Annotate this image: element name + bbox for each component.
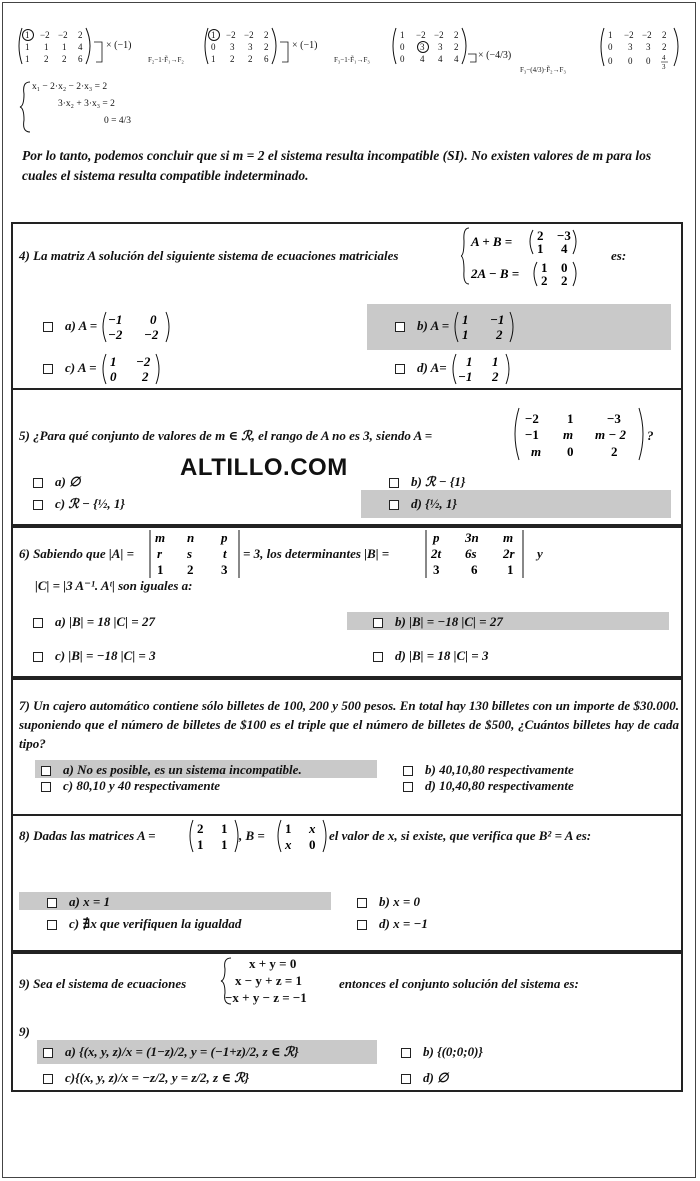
svg-text:1: 1 bbox=[541, 260, 548, 275]
checkbox-icon[interactable] bbox=[373, 652, 383, 662]
q8-option-c[interactable] bbox=[47, 916, 241, 932]
q5-option-d[interactable] bbox=[389, 496, 457, 512]
q4-option-a[interactable] bbox=[43, 310, 180, 344]
q9-option-a[interactable] bbox=[43, 1044, 299, 1060]
svg-text:1: 1 bbox=[211, 30, 216, 40]
svg-text:2: 2 bbox=[541, 273, 548, 288]
q4-option-d-label: d) A= bbox=[417, 359, 447, 375]
svg-text:−2: −2 bbox=[40, 30, 50, 40]
checkbox-icon[interactable] bbox=[43, 322, 53, 332]
step1-op: F₂−1·F̃₁→F₂ bbox=[148, 56, 184, 64]
checkbox-icon[interactable] bbox=[33, 500, 43, 510]
q8-text-c: el valor de x, si existe, que verifica que B² = A es: bbox=[329, 828, 592, 843]
q5-suffix: ? bbox=[647, 428, 654, 443]
step1-factor: × (−1) bbox=[106, 40, 132, 51]
svg-text:−2: −2 bbox=[525, 411, 539, 426]
svg-text:2: 2 bbox=[187, 562, 194, 577]
q4-option-c-label: c) A = bbox=[65, 359, 97, 375]
step3-factor: × (−4/3) bbox=[478, 50, 512, 61]
q6-option-c[interactable] bbox=[33, 648, 156, 664]
svg-text:2: 2 bbox=[264, 42, 269, 52]
svg-text:1: 1 bbox=[285, 821, 292, 836]
reduced-system bbox=[18, 80, 198, 136]
svg-text:6: 6 bbox=[471, 562, 478, 577]
svg-text:1: 1 bbox=[608, 30, 613, 40]
q9-option-c[interactable] bbox=[43, 1070, 249, 1086]
q6-text-d: |C| = |3 A⁻¹. Aᵗ| son iguales a: bbox=[35, 578, 193, 593]
checkbox-icon[interactable] bbox=[403, 766, 413, 776]
q6-option-d[interactable] bbox=[373, 648, 488, 664]
checkbox-icon[interactable] bbox=[33, 478, 43, 488]
svg-text:1: 1 bbox=[109, 354, 117, 369]
question-4 bbox=[11, 222, 683, 390]
q6-option-d-label: d) |B| = 18 |C| = 3 bbox=[395, 648, 489, 663]
svg-text:4: 4 bbox=[420, 54, 425, 64]
step2-op: F₃−1·F̃₁→F₃ bbox=[334, 56, 370, 64]
svg-text:4: 4 bbox=[662, 54, 666, 62]
svg-text:2: 2 bbox=[454, 30, 459, 40]
checkbox-icon[interactable] bbox=[357, 920, 367, 930]
svg-text:2: 2 bbox=[264, 30, 269, 40]
svg-text:3: 3 bbox=[248, 42, 253, 52]
svg-text:1: 1 bbox=[221, 837, 228, 852]
q9-eq-1: x + y = 0 bbox=[249, 956, 297, 971]
q4-system bbox=[461, 226, 611, 288]
q9-option-d-label: d) ∅ bbox=[423, 1070, 449, 1085]
q8-option-b-label: b) x = 0 bbox=[379, 894, 420, 909]
svg-text:2: 2 bbox=[561, 273, 568, 288]
svg-text:0: 0 bbox=[567, 444, 574, 459]
header-reduction bbox=[14, 26, 694, 82]
checkbox-icon[interactable] bbox=[43, 1048, 53, 1058]
svg-text:2: 2 bbox=[62, 54, 67, 64]
q5-option-c-label: c) ℛ − {½, 1} bbox=[55, 496, 125, 511]
svg-text:m − 2: m − 2 bbox=[595, 427, 626, 442]
svg-text:3: 3 bbox=[662, 63, 666, 71]
q7-option-b[interactable] bbox=[403, 762, 574, 778]
q5-text: 5) ¿Para qué conjunto de valores de m ∈ ℛ, el rango de A no es 3, siendo A = bbox=[19, 428, 433, 443]
matrix-b bbox=[452, 310, 532, 344]
svg-text:0: 0 bbox=[309, 837, 316, 852]
svg-text:1: 1 bbox=[221, 821, 228, 836]
svg-text:1: 1 bbox=[25, 42, 30, 52]
svg-text:3: 3 bbox=[230, 42, 235, 52]
svg-text:3: 3 bbox=[433, 562, 440, 577]
svg-text:A + B =: A + B = bbox=[471, 234, 513, 249]
q9-option-a-label: a) {(x, y, z)/x = (1−z)/2, y = (−1+z)/2, z ∈ ℛ} bbox=[65, 1044, 299, 1059]
svg-text:−1: −1 bbox=[108, 312, 123, 327]
q9-option-b[interactable] bbox=[401, 1044, 483, 1060]
svg-text:−2: −2 bbox=[244, 30, 254, 40]
svg-text:2: 2 bbox=[491, 369, 499, 384]
q5-option-a-label: a) ∅ bbox=[55, 474, 81, 489]
checkbox-icon[interactable] bbox=[389, 478, 399, 488]
svg-text:0: 0 bbox=[400, 42, 405, 52]
q9-number-repeat: 9) bbox=[19, 1024, 30, 1039]
watermark-logo: ALTILLO.COM bbox=[180, 454, 348, 481]
q6-text-c: y bbox=[537, 546, 543, 561]
q9-option-b-label: b) {(0;0;0)} bbox=[423, 1044, 483, 1059]
svg-text:2: 2 bbox=[141, 369, 149, 384]
svg-text:3: 3 bbox=[628, 42, 633, 52]
svg-text:n: n bbox=[187, 530, 195, 545]
q5-matrix bbox=[511, 406, 651, 464]
q9-text-b: entonces el conjunto solución del sistema es: bbox=[339, 976, 579, 991]
svg-text:1: 1 bbox=[507, 562, 514, 577]
q7-option-a[interactable] bbox=[41, 762, 302, 778]
svg-text:p: p bbox=[221, 530, 228, 545]
svg-text:0: 0 bbox=[628, 56, 633, 66]
svg-text:s: s bbox=[187, 546, 193, 561]
svg-text:4: 4 bbox=[78, 42, 83, 52]
svg-text:−2: −2 bbox=[144, 327, 159, 342]
q8-matrix-a bbox=[187, 818, 247, 854]
checkbox-icon[interactable] bbox=[389, 500, 399, 510]
svg-text:2: 2 bbox=[197, 821, 204, 836]
svg-text:3: 3 bbox=[438, 42, 443, 52]
svg-text:m: m bbox=[531, 444, 542, 459]
q6-text-b: = 3, los determinantes |B| = bbox=[243, 546, 390, 561]
q4-option-b[interactable] bbox=[395, 310, 532, 344]
q8-text-b: , B = bbox=[239, 828, 265, 843]
checkbox-icon[interactable] bbox=[43, 1074, 53, 1084]
q7-option-b-label: b) 40,10,80 respectivamente bbox=[425, 762, 574, 777]
svg-text:1: 1 bbox=[25, 30, 30, 40]
svg-text:6: 6 bbox=[264, 54, 269, 64]
svg-text:1: 1 bbox=[465, 354, 473, 369]
q9-text-a: 9) Sea el sistema de ecuaciones bbox=[19, 976, 187, 991]
svg-text:0: 0 bbox=[646, 56, 651, 66]
q6-option-a[interactable] bbox=[33, 614, 155, 630]
svg-text:1: 1 bbox=[62, 42, 67, 52]
svg-text:1: 1 bbox=[567, 411, 574, 426]
svg-text:x: x bbox=[285, 837, 292, 852]
system-eq-3: 0 = 4/3 bbox=[104, 116, 131, 126]
conclusion-text: Por lo tanto, podemos concluir que si m = 2 el sistema resulta incompatible (SI). No existen valores de m para los cuales el sistema resulta compatible indeterminado. bbox=[22, 148, 652, 183]
checkbox-icon[interactable] bbox=[47, 898, 57, 908]
checkbox-icon[interactable] bbox=[33, 618, 43, 628]
q8-matrix-b bbox=[275, 818, 335, 854]
svg-text:0: 0 bbox=[109, 369, 117, 384]
q6-text-a: 6) Sabiendo que |A| = bbox=[19, 546, 134, 561]
svg-text:1: 1 bbox=[462, 327, 469, 342]
svg-text:−2: −2 bbox=[226, 30, 236, 40]
q8-option-c-label: c) ∄x que verifiquen la igualdad bbox=[69, 916, 242, 931]
question-6 bbox=[11, 526, 683, 678]
step2-factor: × (−1) bbox=[292, 40, 318, 51]
svg-text:m: m bbox=[155, 530, 166, 545]
q9-eq-2: x − y + z = 1 bbox=[235, 973, 302, 988]
q5-option-d-label: d) {½, 1} bbox=[411, 496, 457, 511]
q5-option-b-label: b) ℛ − {1} bbox=[411, 474, 466, 489]
svg-text:−2: −2 bbox=[624, 30, 634, 40]
q9-option-c-label: c){(x, y, z)/x = −z/2, y = z/2, z ∈ ℛ} bbox=[65, 1070, 250, 1085]
svg-text:3: 3 bbox=[646, 42, 651, 52]
svg-text:t: t bbox=[223, 546, 227, 561]
svg-text:−2: −2 bbox=[58, 30, 68, 40]
matrix-d bbox=[450, 352, 530, 386]
question-7 bbox=[11, 678, 683, 816]
svg-text:1: 1 bbox=[211, 54, 216, 64]
q7-option-c-label: c) 80,10 y 40 respectivamente bbox=[63, 778, 221, 793]
svg-text:3: 3 bbox=[221, 562, 228, 577]
system-eq-2: 3·x₂ + 3·x₃ = 2 bbox=[58, 99, 115, 109]
q7-option-a-label: a) No es posible, es un sistema incompatible. bbox=[63, 762, 302, 777]
q4-option-c[interactable] bbox=[43, 352, 180, 386]
svg-text:0: 0 bbox=[608, 42, 613, 52]
checkbox-icon[interactable] bbox=[395, 364, 405, 374]
svg-text:2: 2 bbox=[248, 54, 253, 64]
system-eq-1: x₁ − 2·x₂ − 2·x₃ = 2 bbox=[32, 82, 108, 92]
svg-text:0: 0 bbox=[400, 54, 405, 64]
q4-option-d[interactable] bbox=[395, 352, 530, 386]
checkbox-icon[interactable] bbox=[401, 1048, 411, 1058]
checkbox-icon[interactable] bbox=[403, 782, 413, 792]
svg-text:p: p bbox=[433, 530, 440, 545]
q5-option-a[interactable] bbox=[33, 474, 80, 490]
svg-text:3n: 3n bbox=[465, 530, 479, 545]
question-9 bbox=[11, 952, 683, 1092]
q5-option-b[interactable] bbox=[389, 474, 465, 490]
svg-text:r: r bbox=[157, 546, 163, 561]
svg-text:2: 2 bbox=[454, 42, 459, 52]
svg-text:2: 2 bbox=[230, 54, 235, 64]
svg-text:2: 2 bbox=[496, 327, 503, 342]
svg-text:−3: −3 bbox=[557, 228, 571, 243]
svg-text:m: m bbox=[563, 427, 574, 442]
svg-text:x: x bbox=[309, 821, 316, 836]
checkbox-icon[interactable] bbox=[357, 898, 367, 908]
svg-text:4: 4 bbox=[438, 54, 443, 64]
svg-text:m: m bbox=[503, 530, 514, 545]
svg-text:6s: 6s bbox=[465, 546, 477, 561]
q7-text: 7) Un cajero automático contiene sólo billetes de 100, 200 y 500 pesos. En total hay 130 billetes con un importe de $30.000. suponiendo que el número de billetes de $100 es el triple que el número de billetes de $500, ¿Cuántos billetes hay de cada tipo? bbox=[19, 698, 679, 751]
q8-option-a-label: a) x = 1 bbox=[69, 894, 110, 909]
svg-text:2A − B =: 2A − B = bbox=[471, 266, 520, 281]
matrix-c bbox=[100, 352, 180, 386]
svg-text:2: 2 bbox=[78, 30, 83, 40]
svg-text:−3: −3 bbox=[607, 411, 621, 426]
q9-option-d[interactable] bbox=[401, 1070, 448, 1086]
q6-det-a bbox=[147, 528, 247, 580]
q4-text: 4) La matriz A solución del siguiente sistema de ecuaciones matriciales bbox=[19, 248, 399, 263]
brace-icon bbox=[18, 80, 32, 134]
svg-text:1: 1 bbox=[157, 562, 164, 577]
q6-option-a-label: a) |B| = 18 |C| = 27 bbox=[55, 614, 155, 629]
svg-text:0: 0 bbox=[608, 56, 613, 66]
q8-option-d-label: d) x = −1 bbox=[379, 916, 428, 931]
svg-text:2: 2 bbox=[662, 42, 667, 52]
svg-text:2r: 2r bbox=[503, 546, 515, 561]
svg-text:2t: 2t bbox=[431, 546, 442, 561]
q8-text-a: 8) Dadas las matrices A = bbox=[19, 828, 156, 843]
svg-text:0: 0 bbox=[150, 312, 157, 327]
q5-option-c[interactable] bbox=[33, 496, 125, 512]
checkbox-icon[interactable] bbox=[47, 920, 57, 930]
svg-text:0: 0 bbox=[211, 42, 216, 52]
checkbox-icon[interactable] bbox=[395, 322, 405, 332]
svg-text:4: 4 bbox=[454, 54, 459, 64]
q7-option-d[interactable] bbox=[403, 778, 574, 794]
svg-text:−2: −2 bbox=[434, 30, 444, 40]
svg-text:2: 2 bbox=[662, 30, 667, 40]
svg-text:1: 1 bbox=[197, 837, 204, 852]
svg-text:6: 6 bbox=[78, 54, 83, 64]
svg-text:2: 2 bbox=[44, 54, 49, 64]
svg-text:−2: −2 bbox=[642, 30, 652, 40]
q4-option-a-label: a) A = bbox=[65, 317, 98, 333]
q6-option-c-label: c) |B| = −18 |C| = 3 bbox=[55, 648, 156, 663]
svg-text:−2: −2 bbox=[108, 327, 123, 342]
q4-option-b-label: b) A = bbox=[417, 317, 450, 333]
svg-text:1: 1 bbox=[400, 30, 405, 40]
checkbox-icon[interactable] bbox=[43, 364, 53, 374]
svg-text:2: 2 bbox=[537, 228, 544, 243]
svg-text:1: 1 bbox=[25, 54, 30, 64]
q8-option-d[interactable] bbox=[357, 916, 428, 932]
q6-option-b[interactable] bbox=[373, 614, 503, 630]
svg-text:1: 1 bbox=[537, 241, 544, 256]
q8-option-a[interactable] bbox=[47, 894, 110, 910]
checkbox-icon[interactable] bbox=[373, 618, 383, 628]
q8-option-b[interactable] bbox=[357, 894, 420, 910]
q7-option-d-label: d) 10,40,80 respectivamente bbox=[425, 778, 574, 793]
checkbox-icon[interactable] bbox=[41, 766, 51, 776]
question-8 bbox=[11, 814, 683, 952]
checkbox-icon[interactable] bbox=[41, 782, 51, 792]
q9-eq-3: −x + y − z = −1 bbox=[225, 990, 307, 1005]
q6-det-b bbox=[423, 528, 529, 580]
q7-option-c[interactable] bbox=[41, 778, 220, 794]
svg-text:4: 4 bbox=[561, 241, 568, 256]
checkbox-icon[interactable] bbox=[401, 1074, 411, 1084]
matrix-a bbox=[100, 310, 180, 344]
q4-suffix: es: bbox=[611, 248, 627, 263]
svg-text:−2: −2 bbox=[135, 354, 151, 369]
svg-text:−1: −1 bbox=[525, 427, 539, 442]
q6-option-b-label: b) |B| = −18 |C| = 27 bbox=[395, 614, 503, 629]
svg-text:−1: −1 bbox=[490, 312, 505, 327]
svg-text:0: 0 bbox=[561, 260, 568, 275]
checkbox-icon[interactable] bbox=[33, 652, 43, 662]
svg-text:1: 1 bbox=[491, 354, 499, 369]
svg-text:2: 2 bbox=[611, 444, 618, 459]
svg-text:−1: −1 bbox=[457, 369, 473, 384]
svg-text:−2: −2 bbox=[416, 30, 426, 40]
svg-text:1: 1 bbox=[44, 42, 49, 52]
svg-text:3: 3 bbox=[420, 42, 425, 52]
svg-text:1: 1 bbox=[462, 312, 469, 327]
step3-op: F₃−(4/3)·F̃₂→F₃ bbox=[520, 66, 566, 74]
